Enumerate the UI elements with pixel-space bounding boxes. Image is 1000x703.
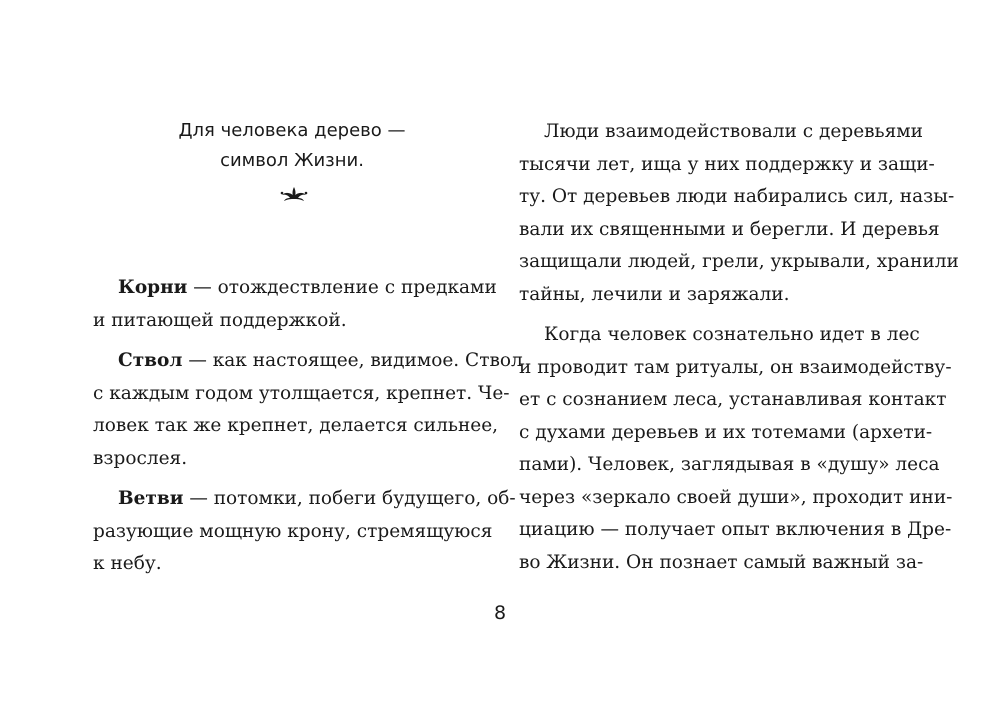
right-column: [519, 116, 959, 579]
epigraph-line-1: Для человека дерево —: [178, 120, 406, 141]
right-line: через «зеркало своей души», проходит ини-: [519, 486, 953, 508]
term-branches: Ветви: [118, 488, 184, 509]
right-line: с духами деревьев и их тотемами (архети-: [519, 421, 933, 443]
roots-line-2: и питающей поддержкой.: [93, 309, 347, 331]
branches-line-2: разующие мощную крону, стремящуюся: [93, 520, 493, 542]
right-line: во Жизни. Он познает самый важный за-: [519, 551, 924, 573]
term-trunk: Ствол: [118, 350, 183, 371]
page-number: 8: [493, 602, 507, 624]
right-line: Когда человек сознательно идет в лес: [544, 324, 920, 345]
trunk-line-3: ловек так же крепнет, делается сильнее,: [93, 415, 499, 436]
trunk-line-2: с каждым годом утолщается, крепнет. Че-: [93, 382, 510, 404]
right-line: пами). Человек, заглядывая в «душу» леса: [519, 454, 940, 475]
right-line: вали их священными и берегли. И деревья: [519, 218, 940, 240]
floral-ornament-icon: [279, 183, 309, 203]
right-line: ет с сознанием леса, устанавливая контакт: [519, 389, 947, 410]
paragraph-trunk: [93, 345, 523, 378]
branches-line-3: к небу.: [93, 553, 162, 574]
trunk-line-1: — как настоящее, видимое. Ствол: [182, 350, 523, 371]
epigraph-line-2: символ Жизни.: [220, 150, 364, 171]
branches-line-1: — потомки, побеги будущего, об-: [183, 488, 516, 509]
trunk-line-4: взрослея.: [93, 447, 188, 469]
right-line: и проводит там ритуалы, он взаимодейству-: [519, 356, 952, 378]
right-line: защищали людей, грели, укрывали, хранили: [519, 251, 959, 272]
paragraph-roots: [93, 272, 497, 305]
epigraph: [176, 116, 408, 176]
paragraph-branches: [93, 483, 516, 516]
right-line: Люди взаимодействовали с деревьями: [544, 121, 924, 142]
roots-line-1: — отождествление с предками: [187, 277, 497, 298]
right-line: циацию — получает опыт включения в Дре-: [519, 519, 952, 540]
right-line: тысячи лет, ища у них поддержку и защи-: [519, 153, 935, 175]
left-column: [93, 272, 523, 581]
term-roots: Корни: [118, 277, 188, 298]
right-line: тайны, лечили и заряжали.: [519, 283, 790, 305]
right-line: ту. От деревьев люди набирались сил, назы-: [519, 186, 955, 207]
